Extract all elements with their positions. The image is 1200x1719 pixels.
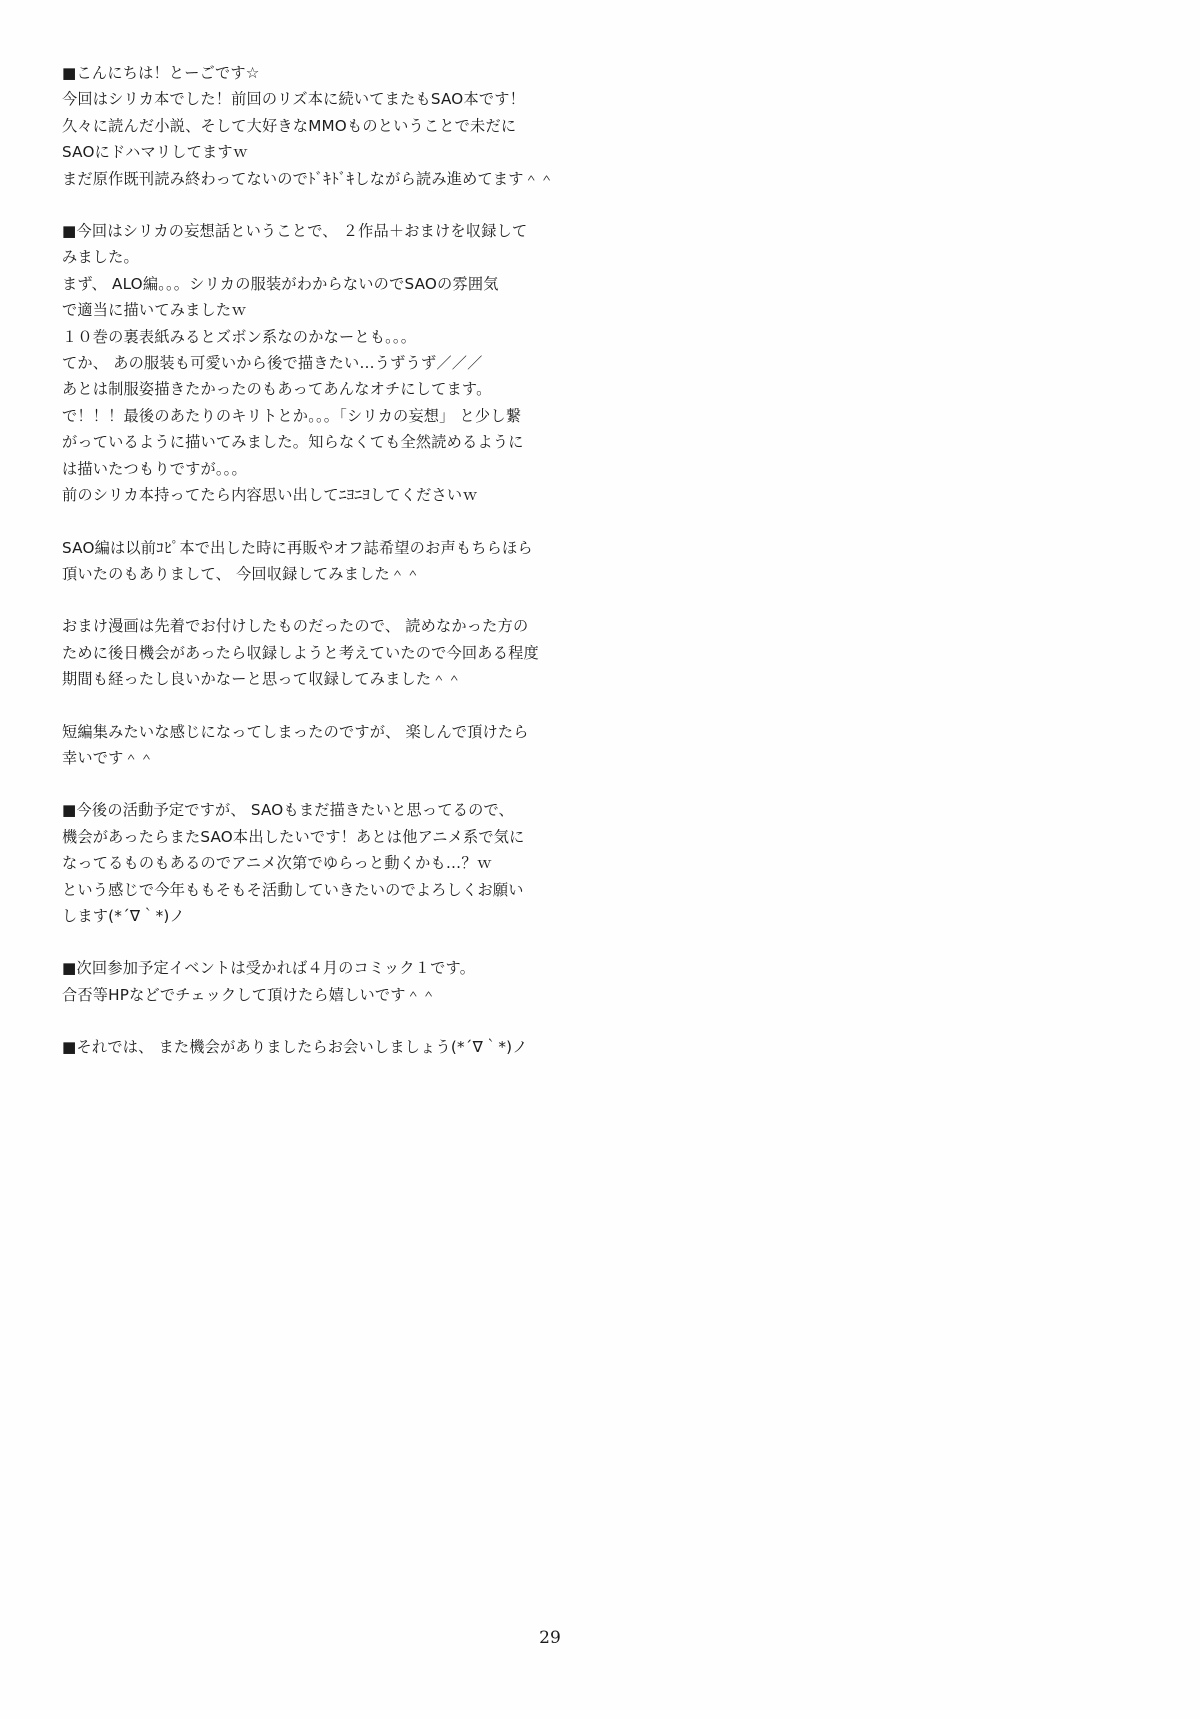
text-line: ■今回はシリカの妄想話ということで、 ２作品＋おまけを収録して xyxy=(62,222,528,241)
text-line: あとは制服姿描きたかったのもあってあんなオチにしてます。 xyxy=(62,380,492,399)
text-line: SAO編は以前ｺﾋﾟ本で出した時に再販やオフ誌希望のお声もちらほら xyxy=(62,538,533,557)
text-line: SAOにドハマリしてますｗ xyxy=(62,143,249,162)
text-line: 合否等HPなどでチェックして頂けたら嬉しいです＾＾ xyxy=(62,985,437,1004)
text-line: 短編集みたいな感じになってしまったのですが、 楽しんで頂けたら xyxy=(62,722,529,741)
afterword-text-column xyxy=(62,60,622,1087)
text-line: という感じで今年ももそもそ活動していきたいのでよろしくお願い xyxy=(62,880,524,899)
text-line: ために後日機会があったら収録しようと考えていたので今回ある程度 xyxy=(62,643,539,662)
paragraph-future-plans xyxy=(62,797,622,929)
paragraph-closing xyxy=(62,1034,622,1060)
text-line: ■それでは、 また機会がありましたらお会いしましょう(*´∇｀*)ノ xyxy=(62,1038,528,1057)
page-number: 29 xyxy=(539,1628,561,1648)
paragraph-anthology xyxy=(62,719,622,772)
text-line: 頂いたのもありまして、 今回収録してみました＾＾ xyxy=(62,564,421,583)
text-line: で適当に描いてみましたｗ xyxy=(62,301,247,320)
text-line: １０巻の裏表紙みるとズボン系なのかなーとも。。。 xyxy=(62,327,417,346)
text-line: なってるものもあるのでアニメ次第でゆらっと動くかも…？ｗ xyxy=(62,854,493,873)
text-line: みました。 xyxy=(62,248,139,267)
paragraph-contents xyxy=(62,218,622,508)
text-line: します(*´∇｀*)ノ xyxy=(62,906,185,925)
paragraph-sao-chapter xyxy=(62,535,622,588)
text-line: 幸いです＾＾ xyxy=(62,748,155,767)
text-line: まず、 ALO編。。。シリカの服装がわからないのでSAOの雰囲気 xyxy=(62,274,499,293)
text-line: てか、 あの服装も可愛いから後で描きたい…うずうず／／／ xyxy=(62,354,483,373)
text-line: 今回はシリカ本でした！前回のリズ本に続いてまたもSAO本です！ xyxy=(62,90,525,109)
text-line: 前のシリカ本持ってたら内容思い出してﾆﾖﾆﾖしてくださいｗ xyxy=(62,486,478,505)
text-line: ■次回参加予定イベントは受かれば４月のコミック１です。 xyxy=(62,959,476,978)
text-line: がっているように描いてみました。知らなくても全然読めるように xyxy=(62,433,524,452)
text-line: ■今後の活動予定ですが、 SAOもまだ描きたいと思ってるので、 xyxy=(62,801,514,820)
paragraph-greeting xyxy=(62,60,622,192)
paragraph-next-event xyxy=(62,955,622,1008)
text-line: 機会があったらまたSAO本出したいです！あとは他アニメ系で気に xyxy=(62,827,525,846)
text-line: で！！！最後のあたりのキリトとか。。。「シリカの妄想」 と少し繋 xyxy=(62,406,522,425)
text-line: おまけ漫画は先着でお付けしたものだったので、 読めなかった方の xyxy=(62,617,529,636)
paragraph-omake xyxy=(62,613,622,692)
text-line: まだ原作既刊読み終わってないのでﾄﾞｷﾄﾞｷしながら読み進めてます＾＾ xyxy=(62,169,555,188)
text-line: は描いたつもりですが。。。 xyxy=(62,459,247,478)
text-line: ■こんにちは！とーごです☆ xyxy=(62,64,260,82)
text-line: 久々に読んだ小説、そして大好きなMMOものということで未だに xyxy=(62,116,517,135)
text-line: 期間も経ったし良いかなーと思って収録してみました＾＾ xyxy=(62,670,463,689)
